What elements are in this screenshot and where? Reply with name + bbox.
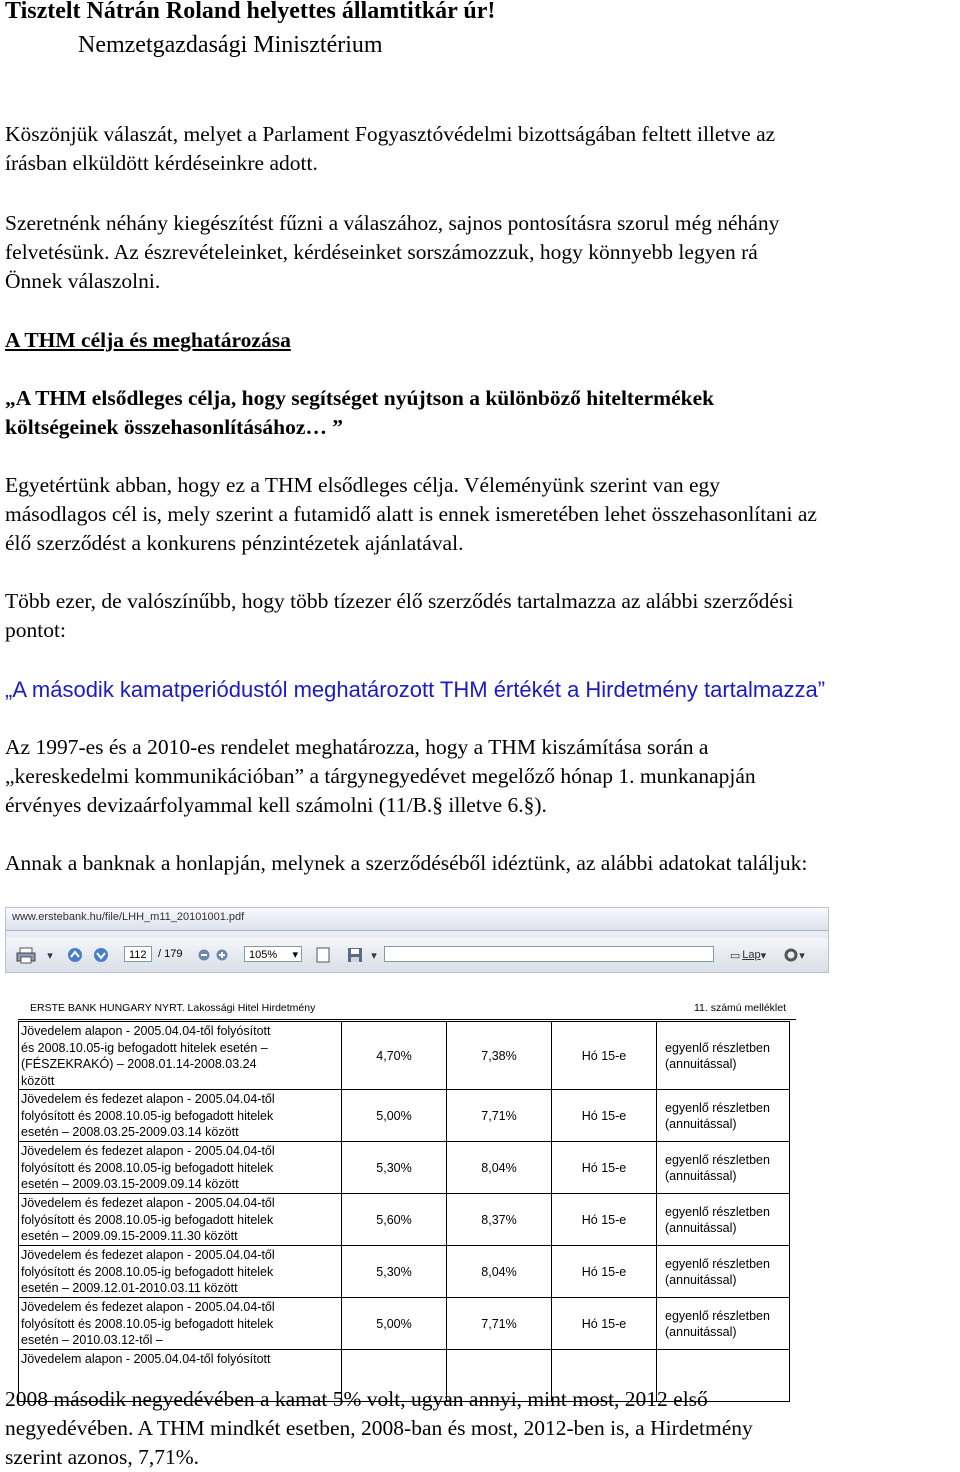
chevron-down-icon: ▾ xyxy=(760,949,767,962)
page-menu-label: Lap xyxy=(742,949,761,961)
cell-repayment-type xyxy=(657,1022,790,1090)
save-icon[interactable] xyxy=(344,945,366,965)
zoom-in-icon[interactable] xyxy=(214,945,230,965)
cell-thm: 7,38% xyxy=(447,1022,552,1090)
text-line: Önnek válaszolni. xyxy=(5,269,161,293)
paragraph-thanks xyxy=(5,120,775,178)
cell-line: esetén – 2009.12.01-2010.03.11 között xyxy=(21,1281,238,1295)
cell-thm: 8,04% xyxy=(447,1246,552,1298)
cell-thm: 8,04% xyxy=(447,1142,552,1194)
cell-line: (annuitással) xyxy=(665,1116,737,1131)
cell-line: esetén – 2010.03.12-től – xyxy=(21,1333,163,1347)
cell-line: (annuitással) xyxy=(665,1272,737,1287)
cell-line: egyenlő részletben xyxy=(665,1040,770,1055)
cell-due-date: Hó 15-e xyxy=(552,1022,657,1090)
text-line: költségeinek összehasonlításához… ” xyxy=(5,415,344,439)
text-line: másodlagos cél is, mely szerint a futamidő alatt is ennek ismeretében lehet összehasonlítani az xyxy=(5,502,817,526)
chevron-down-icon: ▾ xyxy=(799,949,805,962)
chevron-down-icon: ▾ xyxy=(292,949,298,961)
text-line: szerint azonos, 7,71%. xyxy=(5,1445,200,1469)
table-row xyxy=(19,1194,790,1246)
text-line: felvetésünk. Az észrevételeinket, kérdéseinket sorszámozzuk, hogy könnyebb legyen rá xyxy=(5,240,758,264)
table-row xyxy=(19,1090,790,1142)
doc-header-annex: 11. számú melléklet xyxy=(693,1002,786,1014)
cell-line: Jövedelem és fedezet alapon - 2005.04.04-től xyxy=(21,1300,275,1314)
paragraph-conclusion xyxy=(5,1385,753,1472)
cell-interest-rate: 5,60% xyxy=(342,1194,447,1246)
cell-line: Jövedelem és fedezet alapon - 2005.04.04-től xyxy=(21,1092,275,1106)
address-bar[interactable] xyxy=(6,908,828,931)
cell-line: egyenlő részletben xyxy=(665,1256,770,1271)
cell-interest-rate: 4,70% xyxy=(342,1022,447,1090)
cell-due-date: Hó 15-e xyxy=(552,1298,657,1350)
cell-line: esetén – 2009.03.15-2009.09.14 között xyxy=(21,1177,239,1191)
cell-line: Jövedelem és fedezet alapon - 2005.04.04-től xyxy=(21,1196,275,1210)
browser-screenshot xyxy=(5,907,829,973)
cell-interest-rate: 5,30% xyxy=(342,1142,447,1194)
cell-thm: 7,71% xyxy=(447,1090,552,1142)
cell-description xyxy=(19,1142,342,1194)
cell-line: esetén – 2009.09.15-2009.11.30 között xyxy=(21,1229,238,1243)
zoom-value: 105% xyxy=(249,949,278,961)
cell-line: esetén – 2008.03.25-2009.03.14 között xyxy=(21,1125,239,1139)
cell-description xyxy=(19,1022,342,1090)
text-line: Köszönjük válaszát, melyet a Parlament Fogyasztóvédelmi bizottságában feltett illetve az xyxy=(5,122,776,146)
cell-repayment-type xyxy=(657,1298,790,1350)
cell-due-date: Hó 15-e xyxy=(552,1194,657,1246)
paragraph-regulation xyxy=(5,733,756,820)
cell-due-date: Hó 15-e xyxy=(552,1142,657,1194)
cell-due-date: Hó 15-e xyxy=(552,1246,657,1298)
cell-repayment-type xyxy=(657,1194,790,1246)
cell-line: egyenlő részletben xyxy=(665,1100,770,1115)
pdf-toolbar xyxy=(6,938,828,972)
text-line: Több ezer, de valószínűbb, hogy több tízezer élő szerződés tartalmazza az alábbi szerződési xyxy=(5,589,794,613)
chevron-down-icon[interactable]: ▾ xyxy=(47,949,53,962)
paragraph-additions xyxy=(5,209,779,296)
fit-page-icon[interactable] xyxy=(312,945,334,965)
text-line: 2008 második negyedévében a kamat 5% volt, ugyan annyi, mint most, 2012 első xyxy=(5,1387,708,1411)
page-total: / 179 xyxy=(158,948,183,960)
cell-line: (annuitással) xyxy=(665,1220,737,1235)
cell-interest-rate: 5,00% xyxy=(342,1090,447,1142)
quote-contract-clause: „A második kamatperiódustól meghatározott THM értékét a Hirdetmény tartalmazza” xyxy=(5,677,826,702)
table-row xyxy=(19,1246,790,1298)
text-line: Szeretnénk néhány kiegészítést fűzni a válaszához, sajnos pontosításra szorul még néhány xyxy=(5,211,780,235)
rate-table-screenshot xyxy=(18,997,796,1366)
address-url: www.erstebank.hu/file/LHH_m11_20101001.pdf xyxy=(12,911,245,923)
cell-line: folyósított és 2008.10.05-ig befogadott hitelek xyxy=(21,1316,274,1331)
cell-line: és 2008.10.05-ig befogadott hitelek esetén – xyxy=(21,1040,268,1055)
cell-interest-rate: 5,30% xyxy=(342,1246,447,1298)
cell-description xyxy=(19,1090,342,1142)
cell-line: Jövedelem alapon - 2005.04.04-től folyósított xyxy=(21,1352,271,1366)
table-row xyxy=(19,1022,790,1090)
cell-line: (annuitással) xyxy=(665,1324,737,1339)
cell-thm: 8,37% xyxy=(447,1194,552,1246)
cell-line: között xyxy=(21,1073,55,1088)
text-line: élő szerződést a konkurens pénzintézetek ajánlatával. xyxy=(5,531,464,555)
arrow-down-icon[interactable] xyxy=(90,945,112,965)
cell-line: egyenlő részletben xyxy=(665,1204,770,1219)
text-line: Egyetértünk abban, hogy ez a THM elsődleges célja. Véleményünk szerint van egy xyxy=(5,473,721,497)
cell-line: egyenlő részletben xyxy=(665,1308,770,1323)
cell-repayment-type xyxy=(657,1090,790,1142)
cell-line: (annuitással) xyxy=(665,1168,737,1183)
cell-line: egyenlő részletben xyxy=(665,1152,770,1167)
quote-thm-purpose xyxy=(5,384,714,442)
cell-description xyxy=(19,1246,342,1298)
text-line: érvényes devizaárfolyammal kell számolni (11/B.§ illetve 6.§). xyxy=(5,793,547,817)
cell-line: Jövedelem alapon - 2005.04.04-től folyósított xyxy=(21,1024,271,1038)
text-line: pontot: xyxy=(5,618,66,642)
paragraph-bank-site: Annak a banknak a honlapján, melynek a szerződéséből idéztünk, az alábbi adatokat találjuk: xyxy=(5,851,808,875)
cell-line: folyósított és 2008.10.05-ig befogadott hitelek xyxy=(21,1264,274,1279)
cell-line: Jövedelem és fedezet alapon - 2005.04.04-től xyxy=(21,1144,275,1158)
text-line: „kereskedelmi kommunikációban” a tárgynegyedévet megelőző hónap 1. munkanapján xyxy=(5,764,756,788)
page-number-input[interactable]: 112 xyxy=(124,946,152,962)
cell-repayment-type xyxy=(657,1142,790,1194)
text-line: Az 1997-es és a 2010-es rendelet meghatározza, hogy a THM kiszámítása során a xyxy=(5,735,709,759)
text-line: negyedévében. A THM mindkét esetben, 2008-ban és most, 2012-ben is, a Hirdetmény xyxy=(5,1416,753,1440)
ministry-name: Nemzetgazdasági Minisztérium xyxy=(78,32,383,58)
arrow-up-icon[interactable] xyxy=(64,945,86,965)
doc-header-title: ERSTE BANK HUNGARY NYRT. Lakossági Hitel Hirdetmény xyxy=(30,1002,316,1014)
print-icon[interactable] xyxy=(12,945,42,965)
table-row xyxy=(19,1298,790,1350)
tools-icon[interactable] xyxy=(776,945,812,965)
cell-line: Jövedelem és fedezet alapon - 2005.04.04-től xyxy=(21,1248,275,1262)
doc-header xyxy=(18,997,796,1020)
page-icon: ▭ xyxy=(729,949,741,962)
text-line: írásban elküldött kérdéseinkre adott. xyxy=(5,151,318,175)
cell-line: folyósított és 2008.10.05-ig befogadott hitelek xyxy=(21,1160,274,1175)
paragraph-contracts xyxy=(5,587,793,645)
chevron-down-icon[interactable]: ▾ xyxy=(371,949,377,962)
search-input[interactable] xyxy=(384,946,714,962)
cell-line: folyósított és 2008.10.05-ig befogadott hitelek xyxy=(21,1108,274,1123)
cell-line: folyósított és 2008.10.05-ig befogadott hitelek xyxy=(21,1212,274,1227)
paragraph-agreement xyxy=(5,471,817,558)
cell-line: (annuitással) xyxy=(665,1056,737,1071)
cell-description xyxy=(19,1298,342,1350)
rate-table xyxy=(18,1021,790,1402)
cell-thm: 7,71% xyxy=(447,1298,552,1350)
cell-description xyxy=(19,1194,342,1246)
section-heading: A THM célja és meghatározása xyxy=(5,328,291,352)
cell-due-date: Hó 15-e xyxy=(552,1090,657,1142)
text-line: „A THM elsődleges célja, hogy segítséget nyújtson a különböző hiteltermékek xyxy=(5,386,715,410)
cell-interest-rate: 5,00% xyxy=(342,1298,447,1350)
cell-repayment-type xyxy=(657,1246,790,1298)
cell-line: (FÉSZEKRAKÓ) – 2008.01.14-2008.03.24 xyxy=(21,1057,257,1071)
zoom-out-icon[interactable] xyxy=(196,945,212,965)
zoom-select[interactable] xyxy=(244,946,302,962)
letter-title: Tisztelt Nátrán Roland helyettes államtitkár úr! xyxy=(5,0,496,24)
page-menu[interactable] xyxy=(728,945,768,965)
table-row xyxy=(19,1142,790,1194)
